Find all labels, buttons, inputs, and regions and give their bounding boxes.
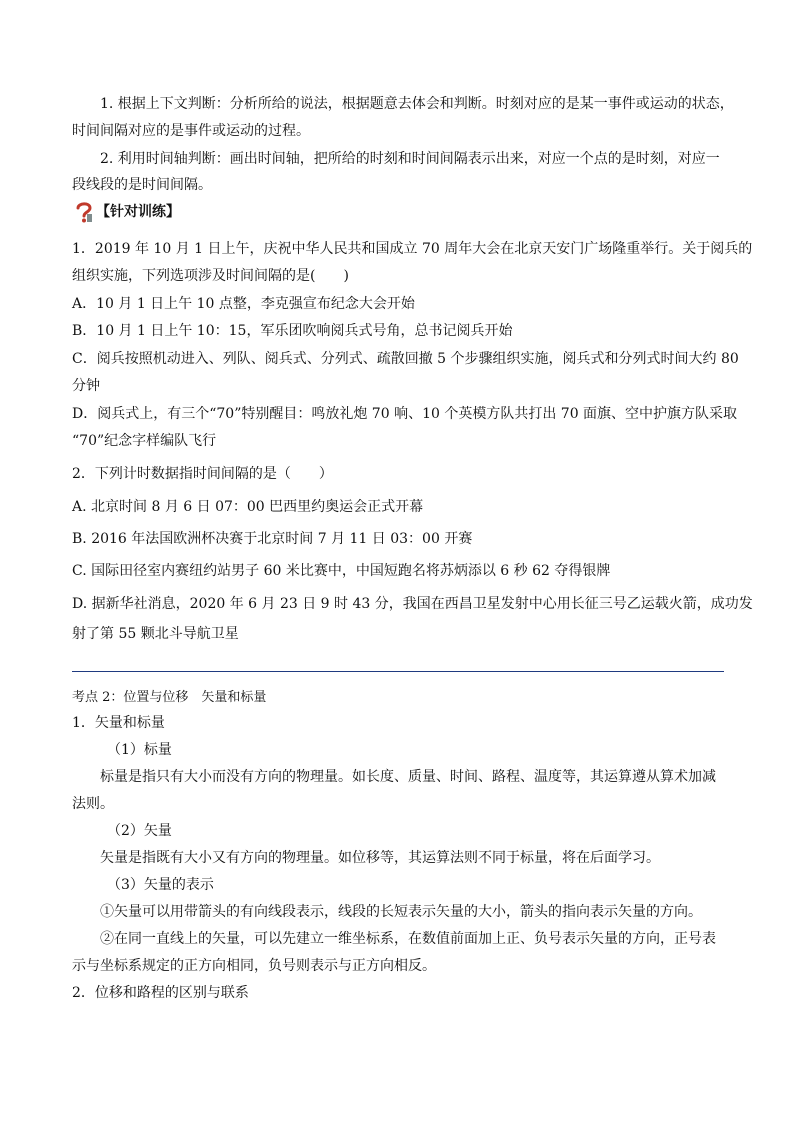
q2-option-b: B. 2016 年法国欧洲杯决赛于北京时间 7 月 11 日 03：00 开赛: [72, 531, 473, 547]
kp2-section-1: 1．矢量和标量: [72, 715, 165, 731]
q2-option-d: D. 据新华社消息，2020 年 6 月 23 日 9 时 43 分，我国在西昌卫星发射中心用长征三号乙运载火箭，成功发: [72, 596, 753, 612]
kp2-sub1-heading: （1）标量: [107, 742, 172, 758]
kp2-section-2: 2．位移和路程的区别与联系: [72, 985, 249, 1001]
q1-stem-line-1: 1．2019 年 10 月 1 日上午，庆祝中华人民共和国成立 70 周年大会在北京天安门广场隆重举行。关于阅兵的: [72, 241, 753, 257]
kp2-sub1-line-1: 标量是指只有大小而没有方向的物理量。如长度、质量、时间、路程、温度等，其运算遵从算术加减: [100, 769, 716, 785]
kp2-sub3-item-2: ②在同一直线上的矢量，可以先建立一维坐标系，在数值前面加上正、负号表示矢量的方向，正号表: [100, 931, 716, 947]
kp2-sub2-heading: （2）矢量: [107, 823, 172, 839]
q1-option-c-cont: 分钟: [72, 378, 100, 394]
q1-option-d: D．阅兵式上，有三个“70”特别醒目：鸣放礼炮 70 响、10 个英模方队共打出 70 面旗、空中护旗方队采取: [72, 406, 738, 422]
q2-option-a: A. 北京时间 8 月 6 日 07：00 巴西里约奥运会正式开幕: [72, 499, 424, 515]
q2-option-c: C. 国际田径室内赛纽约站男子 60 米比赛中，中国短跑名将苏炳添以 6 秒 62 夺得银牌: [72, 563, 611, 579]
tip-line-3: 2. 利用时间轴判断：画出时间轴，把所给的时刻和时间间隔表示出来，对应一个点的是时刻，对应一: [100, 151, 720, 167]
section-divider: [72, 671, 724, 672]
kp2-sub3-heading: （3）矢量的表示: [107, 877, 214, 893]
kp2-title: 考点 2：位置与位移 矢量和标量: [72, 690, 267, 705]
q1-option-a: A．10 月 1 日上午 10 点整，李克强宣布纪念大会开始: [72, 296, 415, 312]
tip-line-1: 1. 根据上下文判断：分析所给的说法，根据题意去体会和判断。时刻对应的是某一事件或运动的状态，: [100, 96, 734, 112]
kp2-sub1-line-2: 法则。: [72, 796, 114, 812]
q2-stem: 2．下列计时数据指时间间隔的是（ ）: [72, 466, 333, 482]
q1-option-b: B．10 月 1 日上午 10：15，军乐团吹响阅兵式号角，总书记阅兵开始: [72, 323, 513, 339]
q2-option-d-cont: 射了第 55 颗北斗导航卫星: [72, 626, 239, 642]
q1-option-c: C．阅兵按照机动进入、列队、阅兵式、分列式、疏散回撤 5 个步骤组织实施，阅兵式和分列式时间大约 80: [72, 351, 739, 367]
question-mark-icon: [74, 201, 94, 223]
q1-stem-line-2: 组织实施，下列选项涉及时间间隔的是( ): [72, 268, 349, 284]
tip-line-2: 时间间隔对应的是事件或运动的过程。: [72, 123, 310, 139]
kp2-sub3-item-2-cont: 示与坐标系规定的正方向相同，负号则表示与正方向相反。: [72, 958, 436, 974]
training-title: 【针对训练】: [96, 204, 180, 220]
tip-line-4: 段线段的是时间间隔。: [72, 177, 212, 193]
kp2-sub2-text: 矢量是指既有大小又有方向的物理量。如位移等，其运算法则不同于标量，将在后面学习。: [100, 850, 660, 866]
q1-option-d-cont: “70”纪念字样编队飞行: [72, 433, 217, 449]
kp2-sub3-item-1: ①矢量可以用带箭头的有向线段表示，线段的长短表示矢量的大小，箭头的指向表示矢量的方向。: [100, 904, 702, 920]
